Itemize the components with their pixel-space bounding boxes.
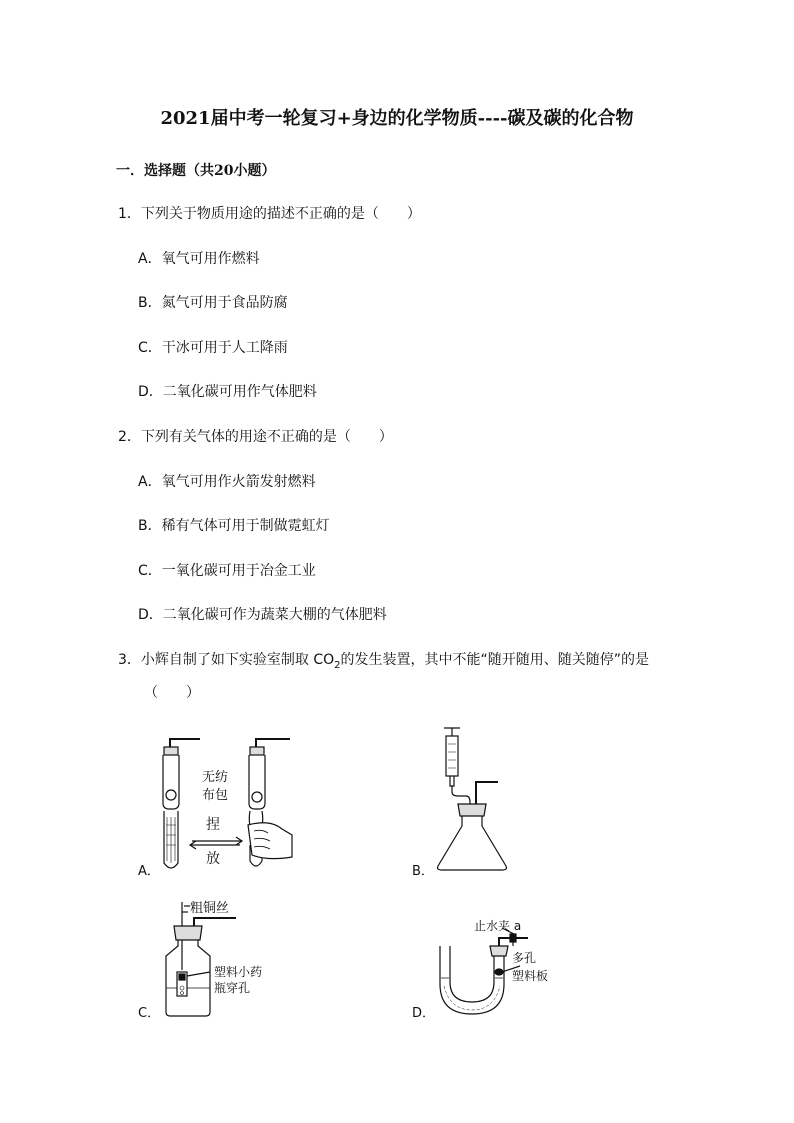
figure-d-apparatus xyxy=(430,916,560,1020)
question-2-option-d[interactable]: D．二氧化碳可作为蔬菜大棚的气体肥料 xyxy=(138,607,387,623)
figure-d-option[interactable]: D． xyxy=(412,1006,436,1021)
figure-a-option[interactable]: A． xyxy=(138,864,160,879)
figure-a-label-1: 无纺 xyxy=(202,770,229,785)
question-1-option-c[interactable]: C．干冰可用于人工降雨 xyxy=(138,340,288,356)
question-3-stem-continued: （ ） xyxy=(144,685,200,701)
figure-c-option[interactable]: C． xyxy=(138,1006,161,1021)
figure-a-apparatus xyxy=(150,735,300,875)
figure-a-label-3: 捏 xyxy=(206,817,220,833)
question-1-option-d[interactable]: D．二氧化碳可用作气体肥料 xyxy=(138,384,317,400)
figure-d-label-3: 塑料板 xyxy=(512,969,549,983)
section-heading: 一．选择题（共20小题） xyxy=(116,163,276,179)
page-title: 2021届中考一轮复习+身边的化学物质----碳及碳的化合物 xyxy=(160,108,634,129)
figure-c-label-3: 瓶穿孔 xyxy=(214,981,251,995)
figure-c-apparatus xyxy=(160,896,290,1020)
figure-c-label-1: 粗铜丝 xyxy=(190,901,230,916)
figure-b-option[interactable]: B． xyxy=(412,864,434,879)
figure-b-apparatus xyxy=(430,722,520,874)
question-2-option-c[interactable]: C．一氧化碳可用于冶金工业 xyxy=(138,563,316,579)
question-1-option-b[interactable]: B．氮气可用于食品防腐 xyxy=(138,295,288,311)
question-1-stem: 1．下列关于物质用途的描述不正确的是（ ） xyxy=(118,206,421,222)
question-3-stem: 3．小辉自制了如下实验室制取 $CO_2$的发生装置，其中不能“随开随用、随关随停”的是 xyxy=(118,652,650,671)
figure-a-label-2: 布包 xyxy=(202,788,229,803)
figure-d-label-2: 多孔 xyxy=(512,951,537,965)
figure-a-label-4: 放 xyxy=(206,851,220,867)
question-1-option-a[interactable]: A．氧气可用作燃料 xyxy=(138,251,260,267)
question-2-stem: 2．下列有关气体的用途不正确的是（ ） xyxy=(118,429,393,445)
figure-d-label-1: 止水夹 a xyxy=(474,919,522,933)
question-2-option-b[interactable]: B．稀有气体可用于制做霓虹灯 xyxy=(138,518,330,534)
stopper-icon xyxy=(164,747,178,755)
figure-c-label-2: 塑料小药 xyxy=(214,965,263,979)
question-2-option-a[interactable]: A．氧气可用作火箭发射燃料 xyxy=(138,474,316,490)
